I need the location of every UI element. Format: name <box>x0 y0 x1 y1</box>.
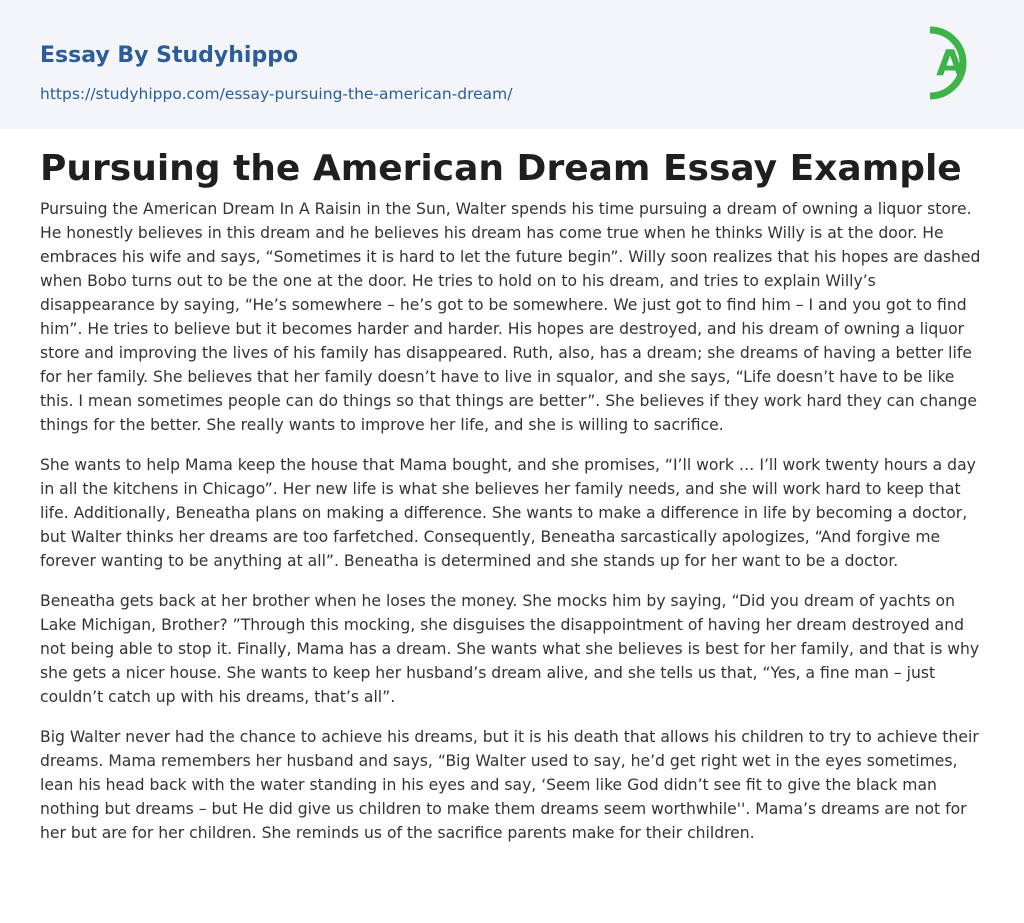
site-brand[interactable]: Essay By Studyhippo <box>40 43 299 68</box>
logo-letter: A <box>936 43 964 84</box>
paragraph: Beneatha gets back at her brother when he loses the money. She mocks him by saying, “Did you dream of yachts on Lake Michigan, Brother? ”Through this mocking, she disguises the disappointment of having her dream destroyed and not being able to stop it. Finally, Mama has a dream. She wants what she believes is best for her family, and that is why she gets a nicer house. She wants to keep her husband’s dream alive, and she tells us that, “Yes, a fine man – just couldn’t catch up with his dreams, that’s all”. <box>40 592 980 706</box>
studyhippo-logo-icon[interactable] <box>914 18 986 108</box>
paragraph: Big Walter never had the chance to achieve his dreams, but it is his death that allows his children to try to achieve their dreams. Mama remembers her husband and says, “Big Walter used to say, he’d get right wet in the eyes sometimes, lean his head back with the water standing in his eyes and say, ‘Seem like God didn’t see fit to give the black man nothing but dreams – but He did give us children to make them dreams seem worthwhile''. Mama’s dreams are not for her but are for her children. She reminds us of the sacrifice parents make for their children. <box>40 728 979 842</box>
paragraph: She wants to help Mama keep the house that Mama bought, and she promises, “I’ll work … I’ll work twenty hours a day in all the kitchens in Chicago”. Her new life is what she believes her family needs, and she will work hard to keep that life. Additionally, Beneatha plans on making a difference. She wants to make a difference in life by becoming a doctor, but Walter thinks her dreams are too farfetched. Consequently, Beneatha sarcastically apologizes, “And forgive me forever wanting to be anything at all”. Beneatha is determined and she stands up for her want to be a doctor. <box>40 456 976 570</box>
paragraph: Pursuing the American Dream In A Raisin in the Sun, Walter spends his time pursuing a dream of owning a liquor store. He honestly believes in this dream and he believes his dream has come true when he thinks Willy is at the door. He embraces his wife and says, “Sometimes it is hard to let the future begin”. Willy soon realizes that his hopes are dashed when Bobo turns out to be the one at the door. He tries to hold on to his dream, and tries to explain Willy’s disappearance by saying, “He’s somewhere – he’s got to be somewhere. We just got to find him – I and you got to find him”. He tries to believe but it becomes harder and harder. His hopes are destroyed, and his dream of owning a liquor store and improving the lives of his family has disappeared. Ruth, also, has a dream; she dreams of having a better life for her family. She believes that her family doesn’t have to live in squalor, and she says, “Life doesn’t have to be like this. I mean sometimes people can do things so that things are better”. She believes if they work hard they can change things for the better. She really wants to improve her life, and she is willing to sacrifice. <box>40 200 981 434</box>
essay-url-link[interactable]: https://studyhippo.com/essay-pursuing-the-american-dream/ <box>40 85 513 103</box>
page-title: Pursuing the American Dream Essay Example <box>40 148 962 189</box>
article <box>0 147 1024 845</box>
site-header <box>0 0 1024 129</box>
